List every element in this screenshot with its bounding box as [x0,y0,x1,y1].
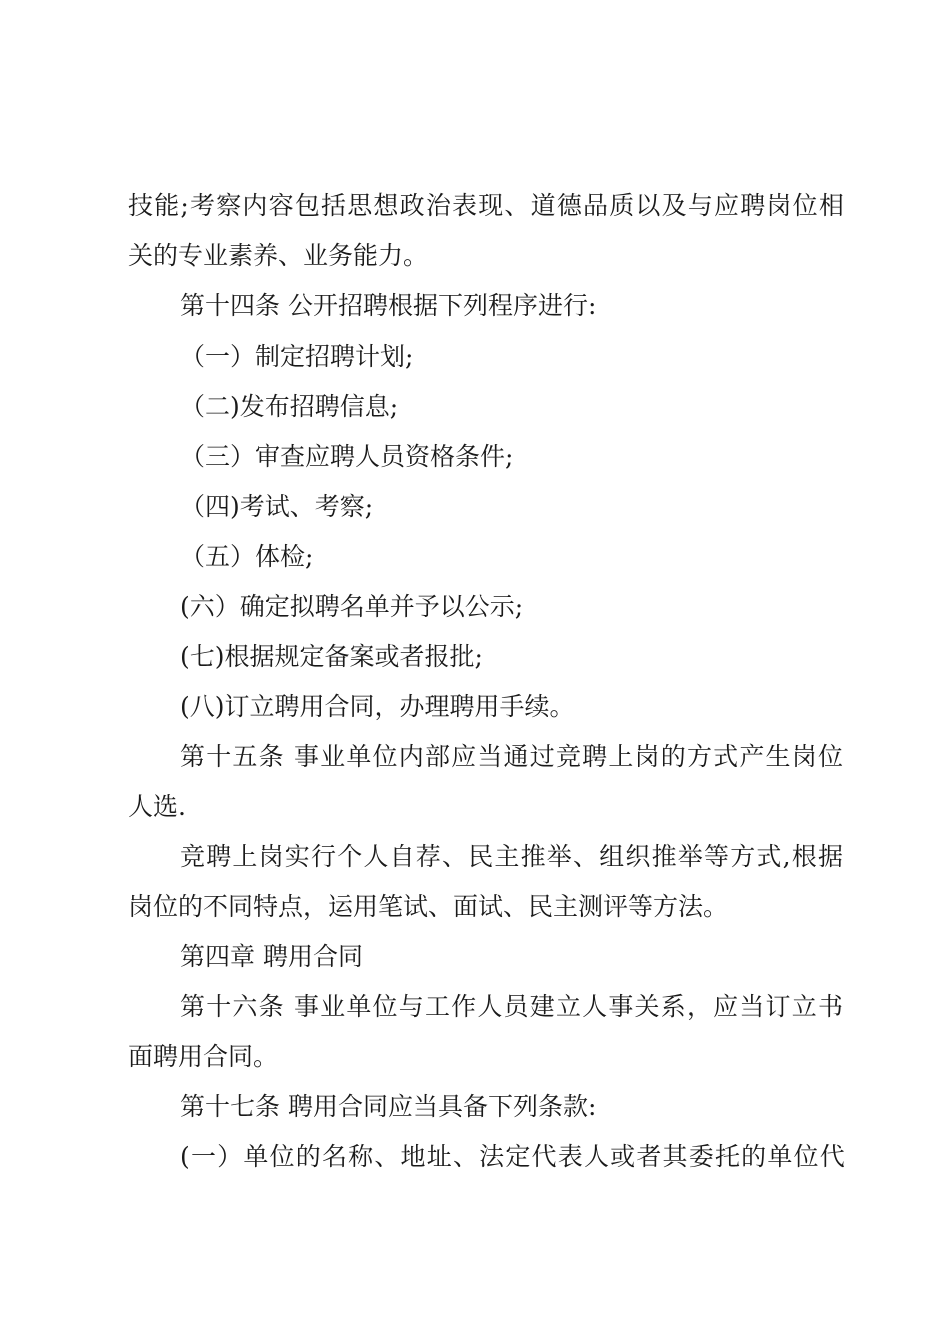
body-text-line: 竞聘上岗实行个人自荐、民主推举、组织推举等方式,根据 [180,842,845,871]
list-item: (八)订立聘用合同，办理聘用手续。 [180,692,575,721]
body-text-line: 人选. [128,792,186,821]
list-item: (六）确定拟聘名单并予以公示; [180,592,524,621]
list-item: (七)根据规定备案或者报批; [180,642,483,671]
article-15-heading: 第十五条 事业单位内部应当通过竞聘上岗的方式产生岗位 [180,742,845,771]
list-item: （四)考试、考察; [180,492,374,521]
list-item: （五）体检; [180,542,314,571]
body-text-line: 技能;考察内容包括思想政治表现、道德品质以及与应聘岗位相 [128,191,846,220]
list-item: （二)发布招聘信息; [180,392,399,421]
list-item: （一）制定招聘计划; [180,342,414,371]
article-14-heading: 第十四条 公开招聘根据下列程序进行: [180,291,597,320]
body-text-line: 岗位的不同特点，运用笔试、面试、民主测评等方法。 [128,892,729,921]
chapter-heading: 第四章 聘用合同 [180,942,363,971]
list-item: (一）单位的名称、地址、法定代表人或者其委托的单位代 [180,1142,846,1171]
list-item: （三）审查应聘人员资格条件; [180,442,514,471]
article-17-heading: 第十七条 聘用合同应当具备下列条款: [180,1092,597,1121]
body-text-line: 面聘用合同。 [128,1042,279,1071]
body-text-line: 关的专业素养、业务能力。 [128,241,429,270]
article-16-heading: 第十六条 事业单位与工作人员建立人事关系，应当订立书 [180,992,845,1021]
